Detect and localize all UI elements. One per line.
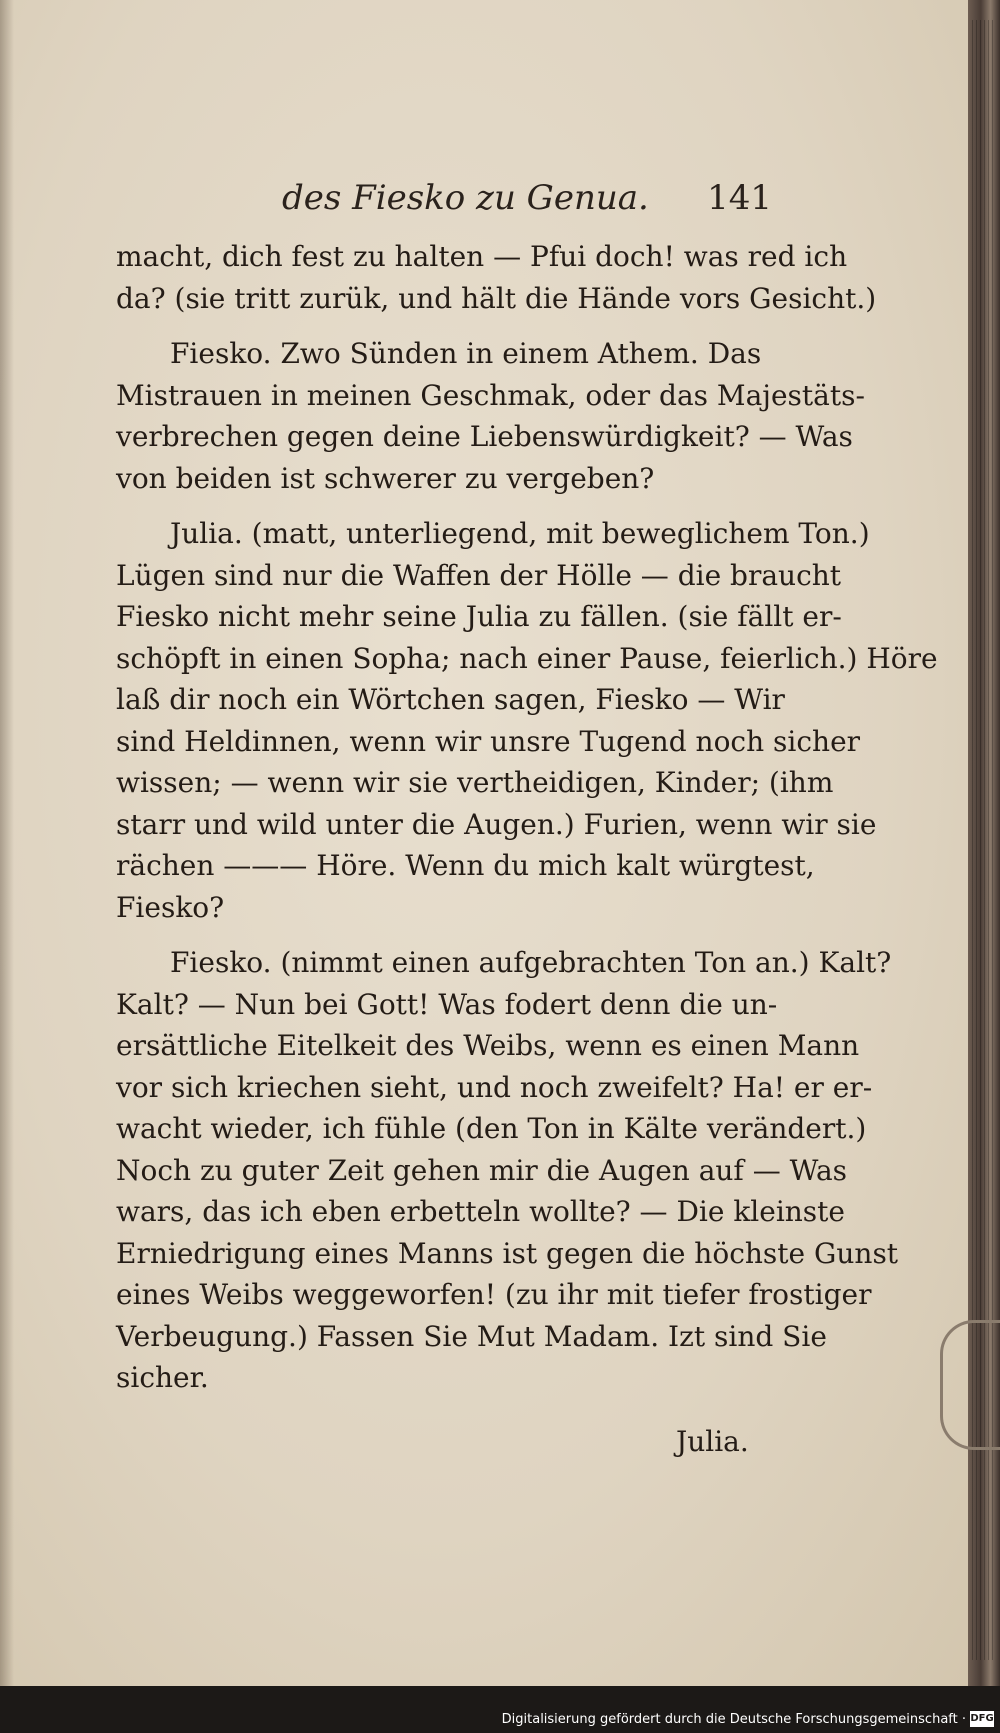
text-line: laß dir noch ein Wörtchen sagen, Fiesko — Wir <box>116 683 785 716</box>
paragraph <box>116 333 865 499</box>
text-line: sicher. <box>116 1361 209 1394</box>
text-line: von beiden ist schwerer zu vergeben? <box>116 461 655 495</box>
dfg-logo-icon: DFG <box>970 1711 994 1727</box>
text-line: Verbeugung.) Fassen Sie Mut Madam. Izt sind Sie <box>116 1319 827 1353</box>
running-title: des Fiesko zu Genua. <box>282 178 649 218</box>
text-line: da? (sie tritt zurük, und hält die Hände vors Gesicht.) <box>116 281 877 315</box>
text-line: Fiesko. (nimmt einen aufgebrachten Ton an.) Kalt? <box>170 946 892 979</box>
text-line: eines Weibs weggeworfen! (zu ihr mit tiefer frostiger <box>116 1278 872 1311</box>
text-line: wissen; — wenn wir sie vertheidigen, Kinder; (ihm <box>116 766 834 799</box>
text-line: vor sich kriechen sieht, und noch zweifelt? Ha! er er- <box>116 1070 873 1104</box>
text-line: ersättliche Eitelkeit des Weibs, wenn es einen Mann <box>116 1029 860 1062</box>
text-line: Fiesko? <box>116 890 225 924</box>
text-line: schöpft in einen Sopha; nach einer Pause, feierlich.) Höre <box>116 641 938 675</box>
text-line: sind Heldinnen, wenn wir unsre Tugend noch sicher <box>116 724 861 758</box>
catchword: Julia. <box>676 1425 749 1458</box>
text-line: Lügen sind nur die Waffen der Hölle — die braucht <box>116 558 842 592</box>
text-line: verbrechen gegen deine Liebenswürdigkeit? — Was <box>116 420 853 453</box>
page-number: 141 <box>707 178 772 218</box>
running-head <box>282 178 772 224</box>
text-line: macht, dich fest zu halten — Pfui doch! was red ich <box>116 240 848 273</box>
paragraph <box>116 236 877 319</box>
text-line: wacht wieder, ich fühle (den Ton in Kälte verändert.) <box>116 1112 867 1145</box>
text-line: rächen ——— Höre. Wenn du mich kalt würgtest, <box>116 849 815 882</box>
text-line: Erniedrigung eines Manns ist gegen die höchste Gunst <box>116 1236 899 1270</box>
gutter-shadow <box>0 0 14 1686</box>
text-line: Fiesko. Zwo Sünden in einem Athem. Das <box>170 337 762 370</box>
footer-credit: Digitalisierung gefördert durch die Deutsche Forschungsgemeinschaft · <box>501 1712 966 1727</box>
text-line: starr und wild unter die Augen.) Furien, wenn wir sie <box>116 807 877 841</box>
text-line: Mistrauen in meinen Geschmak, oder das Majestäts- <box>116 378 865 412</box>
text-line: Noch zu guter Zeit gehen mir die Augen auf — Was <box>116 1153 848 1187</box>
paragraph <box>116 513 938 928</box>
text-line: Fiesko nicht mehr seine Julia zu fällen. (sie fällt er- <box>116 600 842 633</box>
page-clip <box>940 1320 1000 1450</box>
paragraph <box>116 942 899 1399</box>
text-line: Kalt? — Nun bei Gott! Was fodert denn die un- <box>116 987 778 1021</box>
body-text <box>116 236 938 1399</box>
text-line: wars, das ich eben erbetteln wollte? — Die kleinste <box>116 1195 845 1228</box>
text-line: Julia. (matt, unterliegend, mit beweglichem Ton.) <box>170 517 870 550</box>
